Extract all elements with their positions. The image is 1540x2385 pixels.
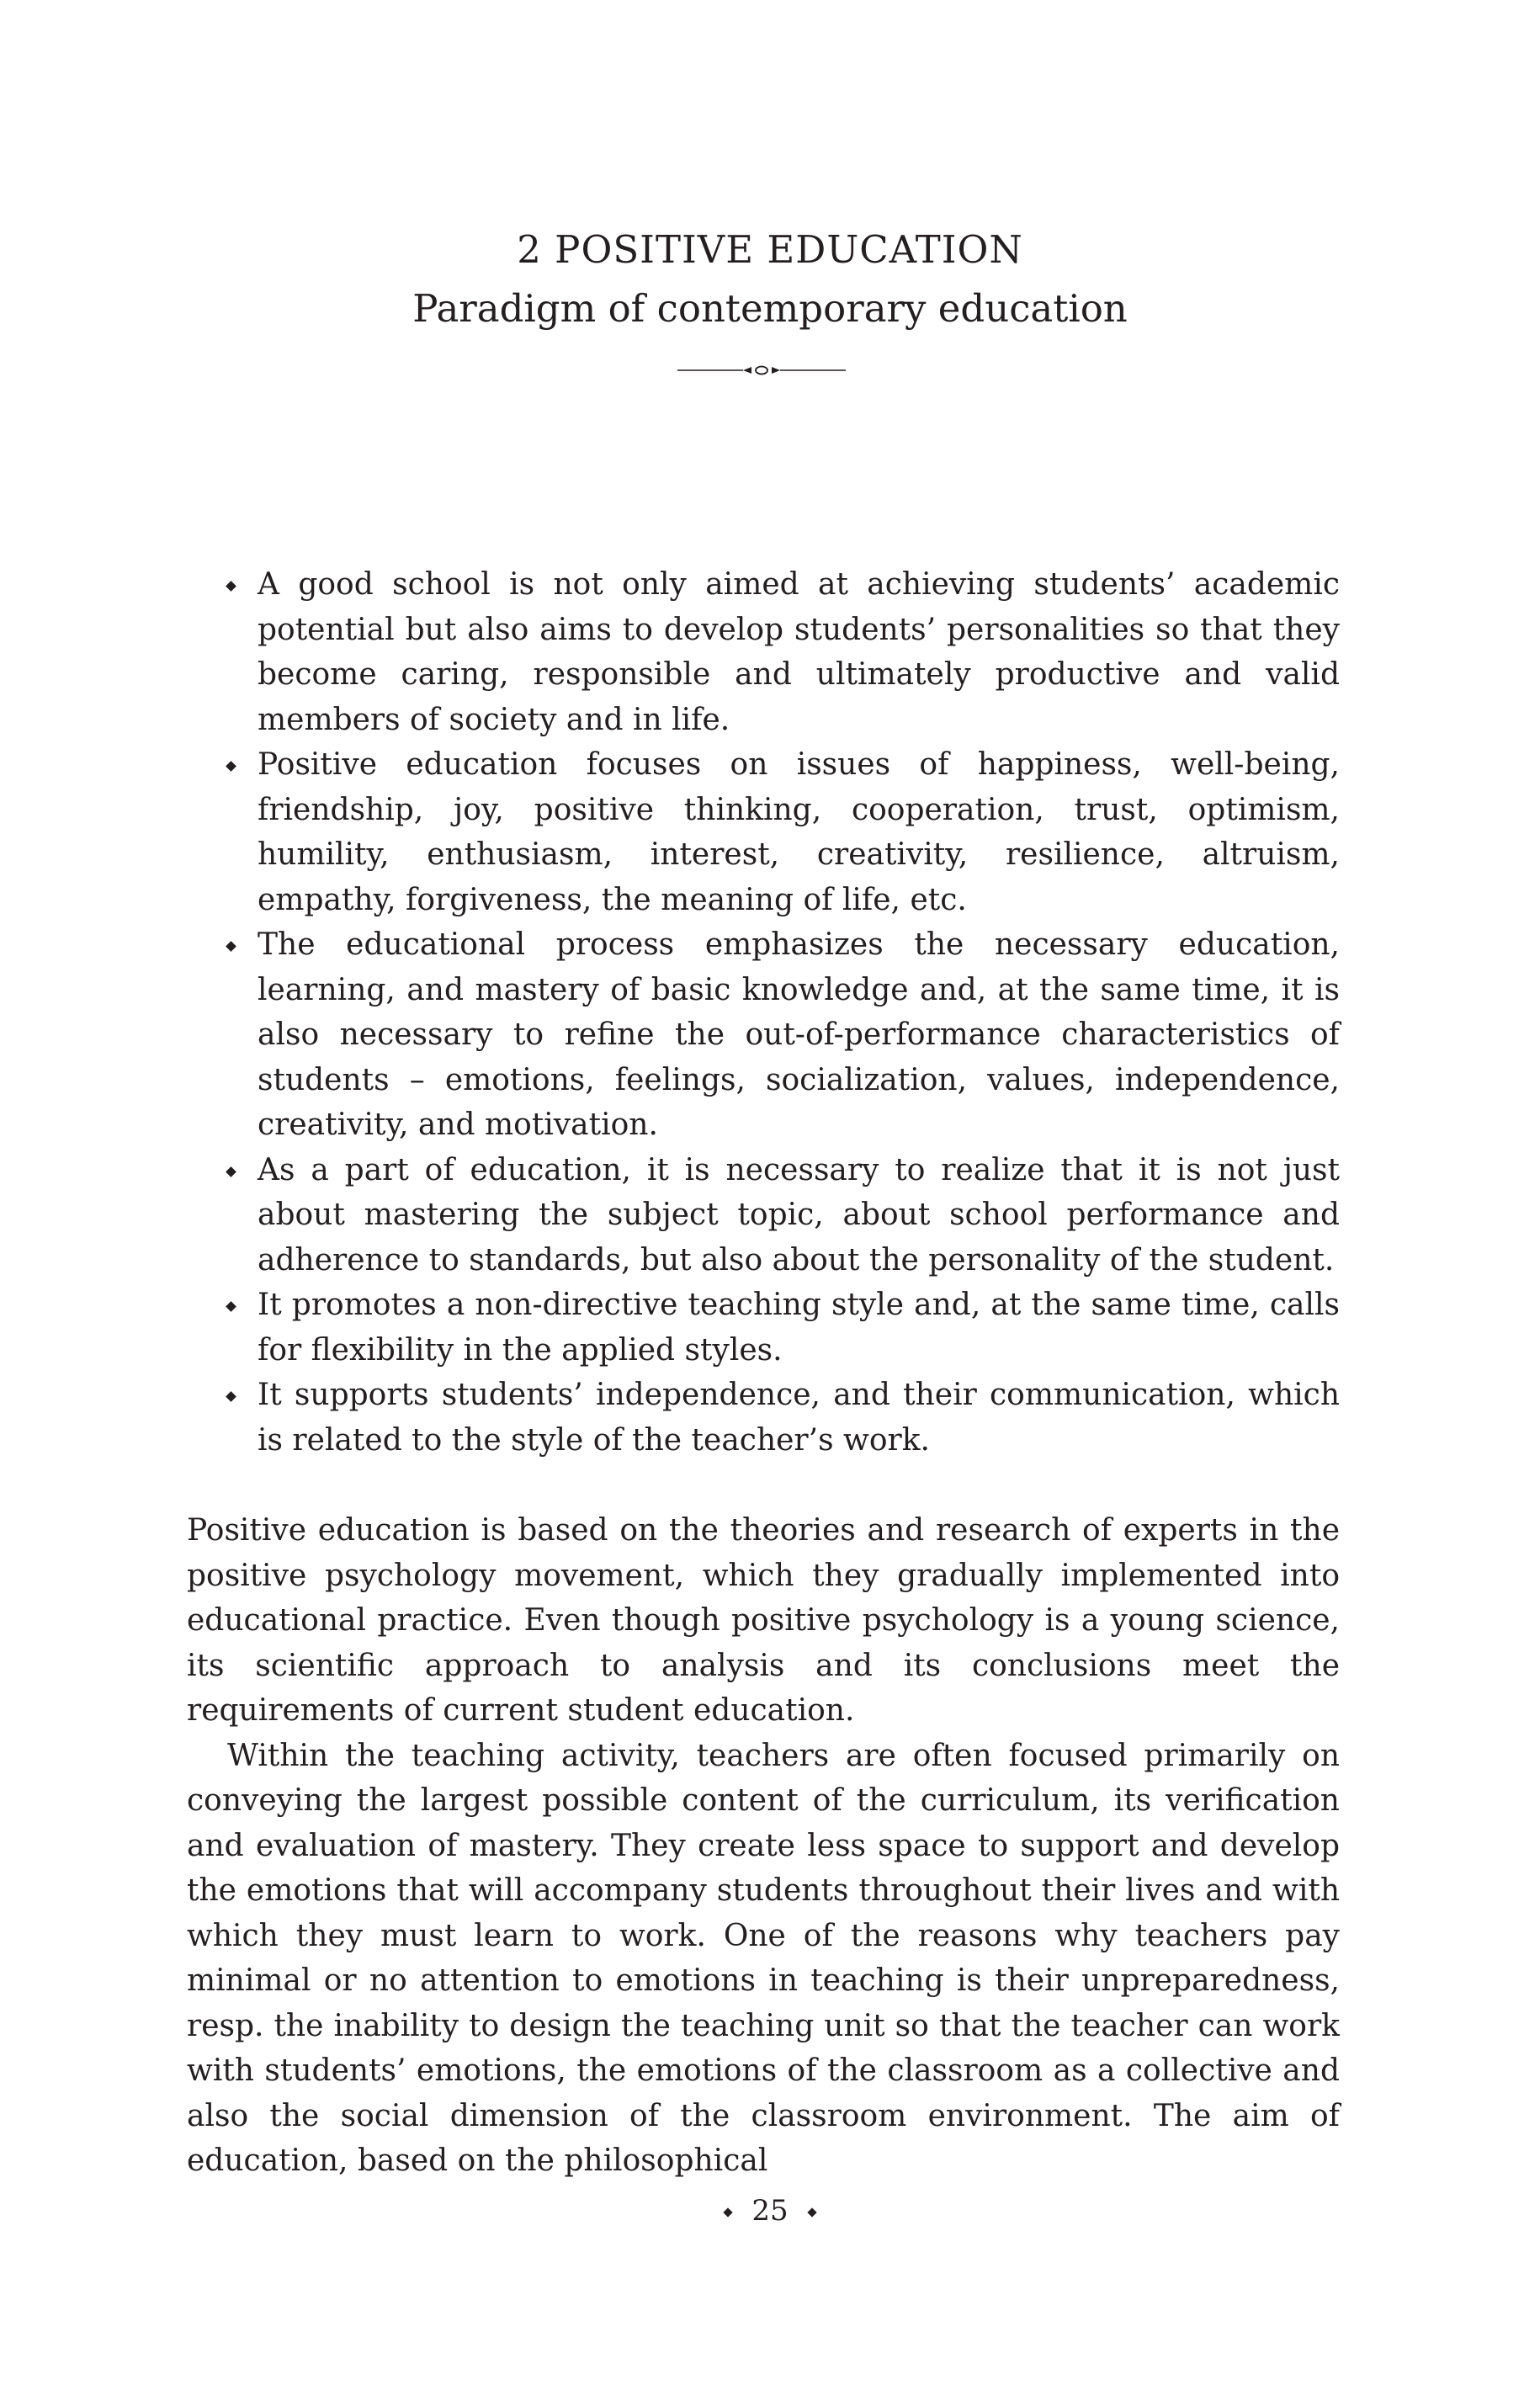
bullet-item bbox=[187, 1373, 1340, 1463]
bullet-item bbox=[187, 1148, 1340, 1283]
diamond-bullet-icon bbox=[226, 1166, 236, 1177]
diamond-bullet-icon bbox=[226, 761, 236, 772]
bullet-text: As a part of education, it is necessary to realize that it is not just about mastering the subject topic, about school performance and adherence to standards, but also about the personality of the student. bbox=[258, 1152, 1340, 1277]
page-footer bbox=[0, 2190, 1540, 2232]
diamond-bullet-icon bbox=[226, 1301, 236, 1312]
diamond-bullet-icon bbox=[226, 1391, 236, 1402]
page-number: 25 bbox=[751, 2194, 789, 2228]
bullet-text: Positive education focuses on issues of happiness, well-being, friendship, joy, positive thinking, cooperation, trust, optimism, humility, enthusiasm, interest, creativity, resilience, altruism, empathy, forgiveness, the meaning of life, etc. bbox=[258, 747, 1340, 917]
bullet-text: A good school is not only aimed at achieving students’ academic potential but also aims to develop students’ personalities so that they become caring, responsible and ultimately productive and valid members of society and in life. bbox=[258, 567, 1340, 737]
diamond-bullet-icon bbox=[226, 581, 236, 592]
bullet-text: It promotes a non-directive teaching style and, at the same time, calls for flexibility in the applied styles. bbox=[258, 1288, 1340, 1368]
diamond-bullet-icon bbox=[226, 941, 236, 952]
page-content bbox=[187, 562, 1340, 2184]
bullet-item bbox=[187, 922, 1340, 1148]
paragraph: Positive education is based on the theories and research of experts in the positive psychology movement, which they gradually implemented into educational practice. Even though positive psychology is a young science, its scientific approach to analysis and its conclusions meet the requirements of current student education. bbox=[187, 1513, 1340, 1728]
paragraph: Within the teaching activity, teachers are often focused primarily on conveying the largest possible content of the curriculum, its verification and evaluation of mastery. They create less space to support and develop the emotions that will accompany students throughout their lives and with which they must learn to work. One of the reasons why teachers pay minimal or no attention to emotions in teaching is their unpreparedness, resp. the inability to design the teaching unit so that the teacher can work with students’ emotions, the emotions of the classroom as a collective and also the social dimension of the classroom environment. The aim of education, based on the philosophical bbox=[187, 1738, 1340, 2178]
chapter-title: 2 POSITIVE EDUCATION bbox=[517, 227, 1023, 272]
chapter-subtitle: Paradigm of contemporary education bbox=[412, 286, 1128, 331]
bullet-item bbox=[187, 742, 1340, 922]
bullet-text: It supports students’ independence, and their communication, which is related to the style of the teacher’s work. bbox=[258, 1378, 1340, 1458]
diamond-ornament-icon bbox=[724, 2207, 733, 2217]
diamond-ornament-icon bbox=[807, 2207, 816, 2217]
chapter-header bbox=[0, 220, 1540, 338]
body-text bbox=[187, 1508, 1340, 2184]
bullet-list bbox=[187, 562, 1340, 1463]
ornament-divider-icon bbox=[677, 362, 846, 379]
bullet-item bbox=[187, 562, 1340, 742]
bullet-text: The educational process emphasizes the necessary education, learning, and mastery of basic knowledge and, at the same time, it is also necessary to refine the out-of-performance characteristics of students – emotions, feelings, socialization, values, independence, creativity, and motivation. bbox=[258, 927, 1340, 1142]
bullet-item bbox=[187, 1283, 1340, 1373]
